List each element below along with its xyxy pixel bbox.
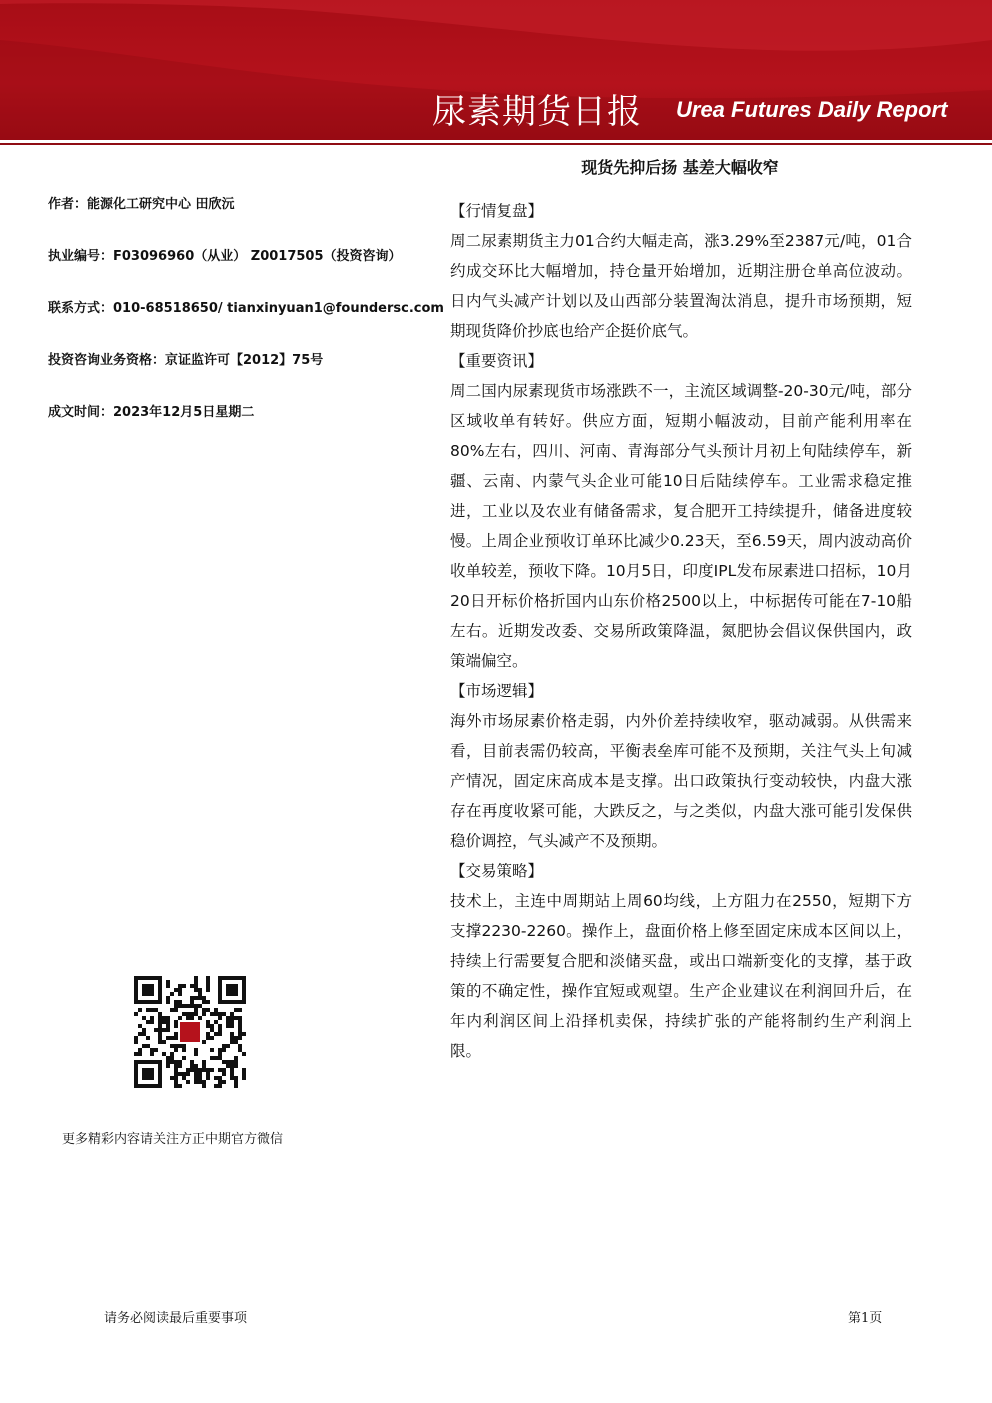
section-heading-market-review: 【行情复盘】 — [450, 202, 544, 220]
header-banner — [0, 0, 992, 140]
footer-notice: 请务必阅读最后重要事项 — [104, 1311, 248, 1326]
page-number: 第1页 — [848, 1311, 883, 1326]
section-body-market-review: 周二尿素期货主力01合约大幅走高，涨3.29%至2387元/吨，01合约成交环比大幅增加，持仓量开始增加，近期注册仓单高位波动。日内气头减产计划以及山西部分装置淘汰消息，提升市场预期，短期现货降价抄底也给产企挺价底气。 — [450, 232, 912, 340]
report-title-en: Urea Futures Daily Report — [676, 97, 948, 122]
header-rule — [0, 143, 992, 145]
license-number: 执业编号：F03096960（从业） Z0017505（投资咨询） — [48, 249, 402, 264]
section-heading-logic: 【市场逻辑】 — [450, 682, 544, 700]
section-heading-strategy: 【交易策略】 — [450, 862, 544, 880]
report-body — [450, 196, 912, 1066]
section-heading-news: 【重要资讯】 — [450, 352, 544, 370]
section-body-strategy: 技术上，主连中周期站上周60均线，上方阻力在2550，短期下方支撑2230-2260。操作上，盘面价格上修至固定床成本区间以上，持续上行需要复合肥和淡储买盘，或出口端新变化的支撑，基于政策的不确定性，操作宜短或观望。生产企业建议在利润回升后，在年内利润区间上沿择机卖保，持续扩张的产能将制约生产利润上限。 — [450, 892, 912, 1060]
qr-code-icon — [134, 976, 246, 1088]
contact-info: 联系方式：010-68518650/ tianxinyuan1@foundersc.com — [48, 301, 444, 316]
headline: 现货先抑后扬 基差大幅收窄 — [581, 158, 779, 177]
section-body-logic: 海外市场尿素价格走弱，内外价差持续收窄，驱动减弱。从供需来看，目前表需仍较高，平衡表垒库可能不及预期，关注气头上旬减产情况，固定床高成本是支撑。出口政策执行变动较快，内盘大涨存在再度收紧可能，大跌反之，与之类似，内盘大涨可能引发保供稳价调控，气头减产不及预期。 — [450, 712, 912, 850]
author: 作者：能源化工研究中心 田欣沅 — [48, 197, 235, 212]
qualification: 投资咨询业务资格：京证监许可【2012】75号 — [48, 353, 324, 368]
section-body-news: 周二国内尿素现货市场涨跌不一，主流区域调整-20-30元/吨，部分区域收单有转好。供应方面，短期小幅波动，目前产能利用率在80%左右，四川、河南、青海部分气头预计月初上旬陆续停车，新疆、云南、内蒙气头企业可能10日后陆续停车。工业需求稳定推进，工业以及农业有储备需求，复合肥开工持续提升，储备进度较慢。上周企业预收订单环比减少0.23天，至6.59天，周内波动高价收单较差，预收下降。10月5日，印度IPL发布尿素进口招标，10月20日开标价格折国内山东价格2500以上，中标据传可能在7-10船左右。近期发改委、交易所政策降温，氮肥协会倡议保供国内，政策端偏空。 — [450, 382, 912, 670]
qr-caption: 更多精彩内容请关注方正中期官方微信 — [62, 1132, 284, 1147]
report-date: 成文时间：2023年12月5日星期二 — [48, 405, 255, 420]
report-title-cn: 尿素期货日报 — [432, 92, 642, 132]
